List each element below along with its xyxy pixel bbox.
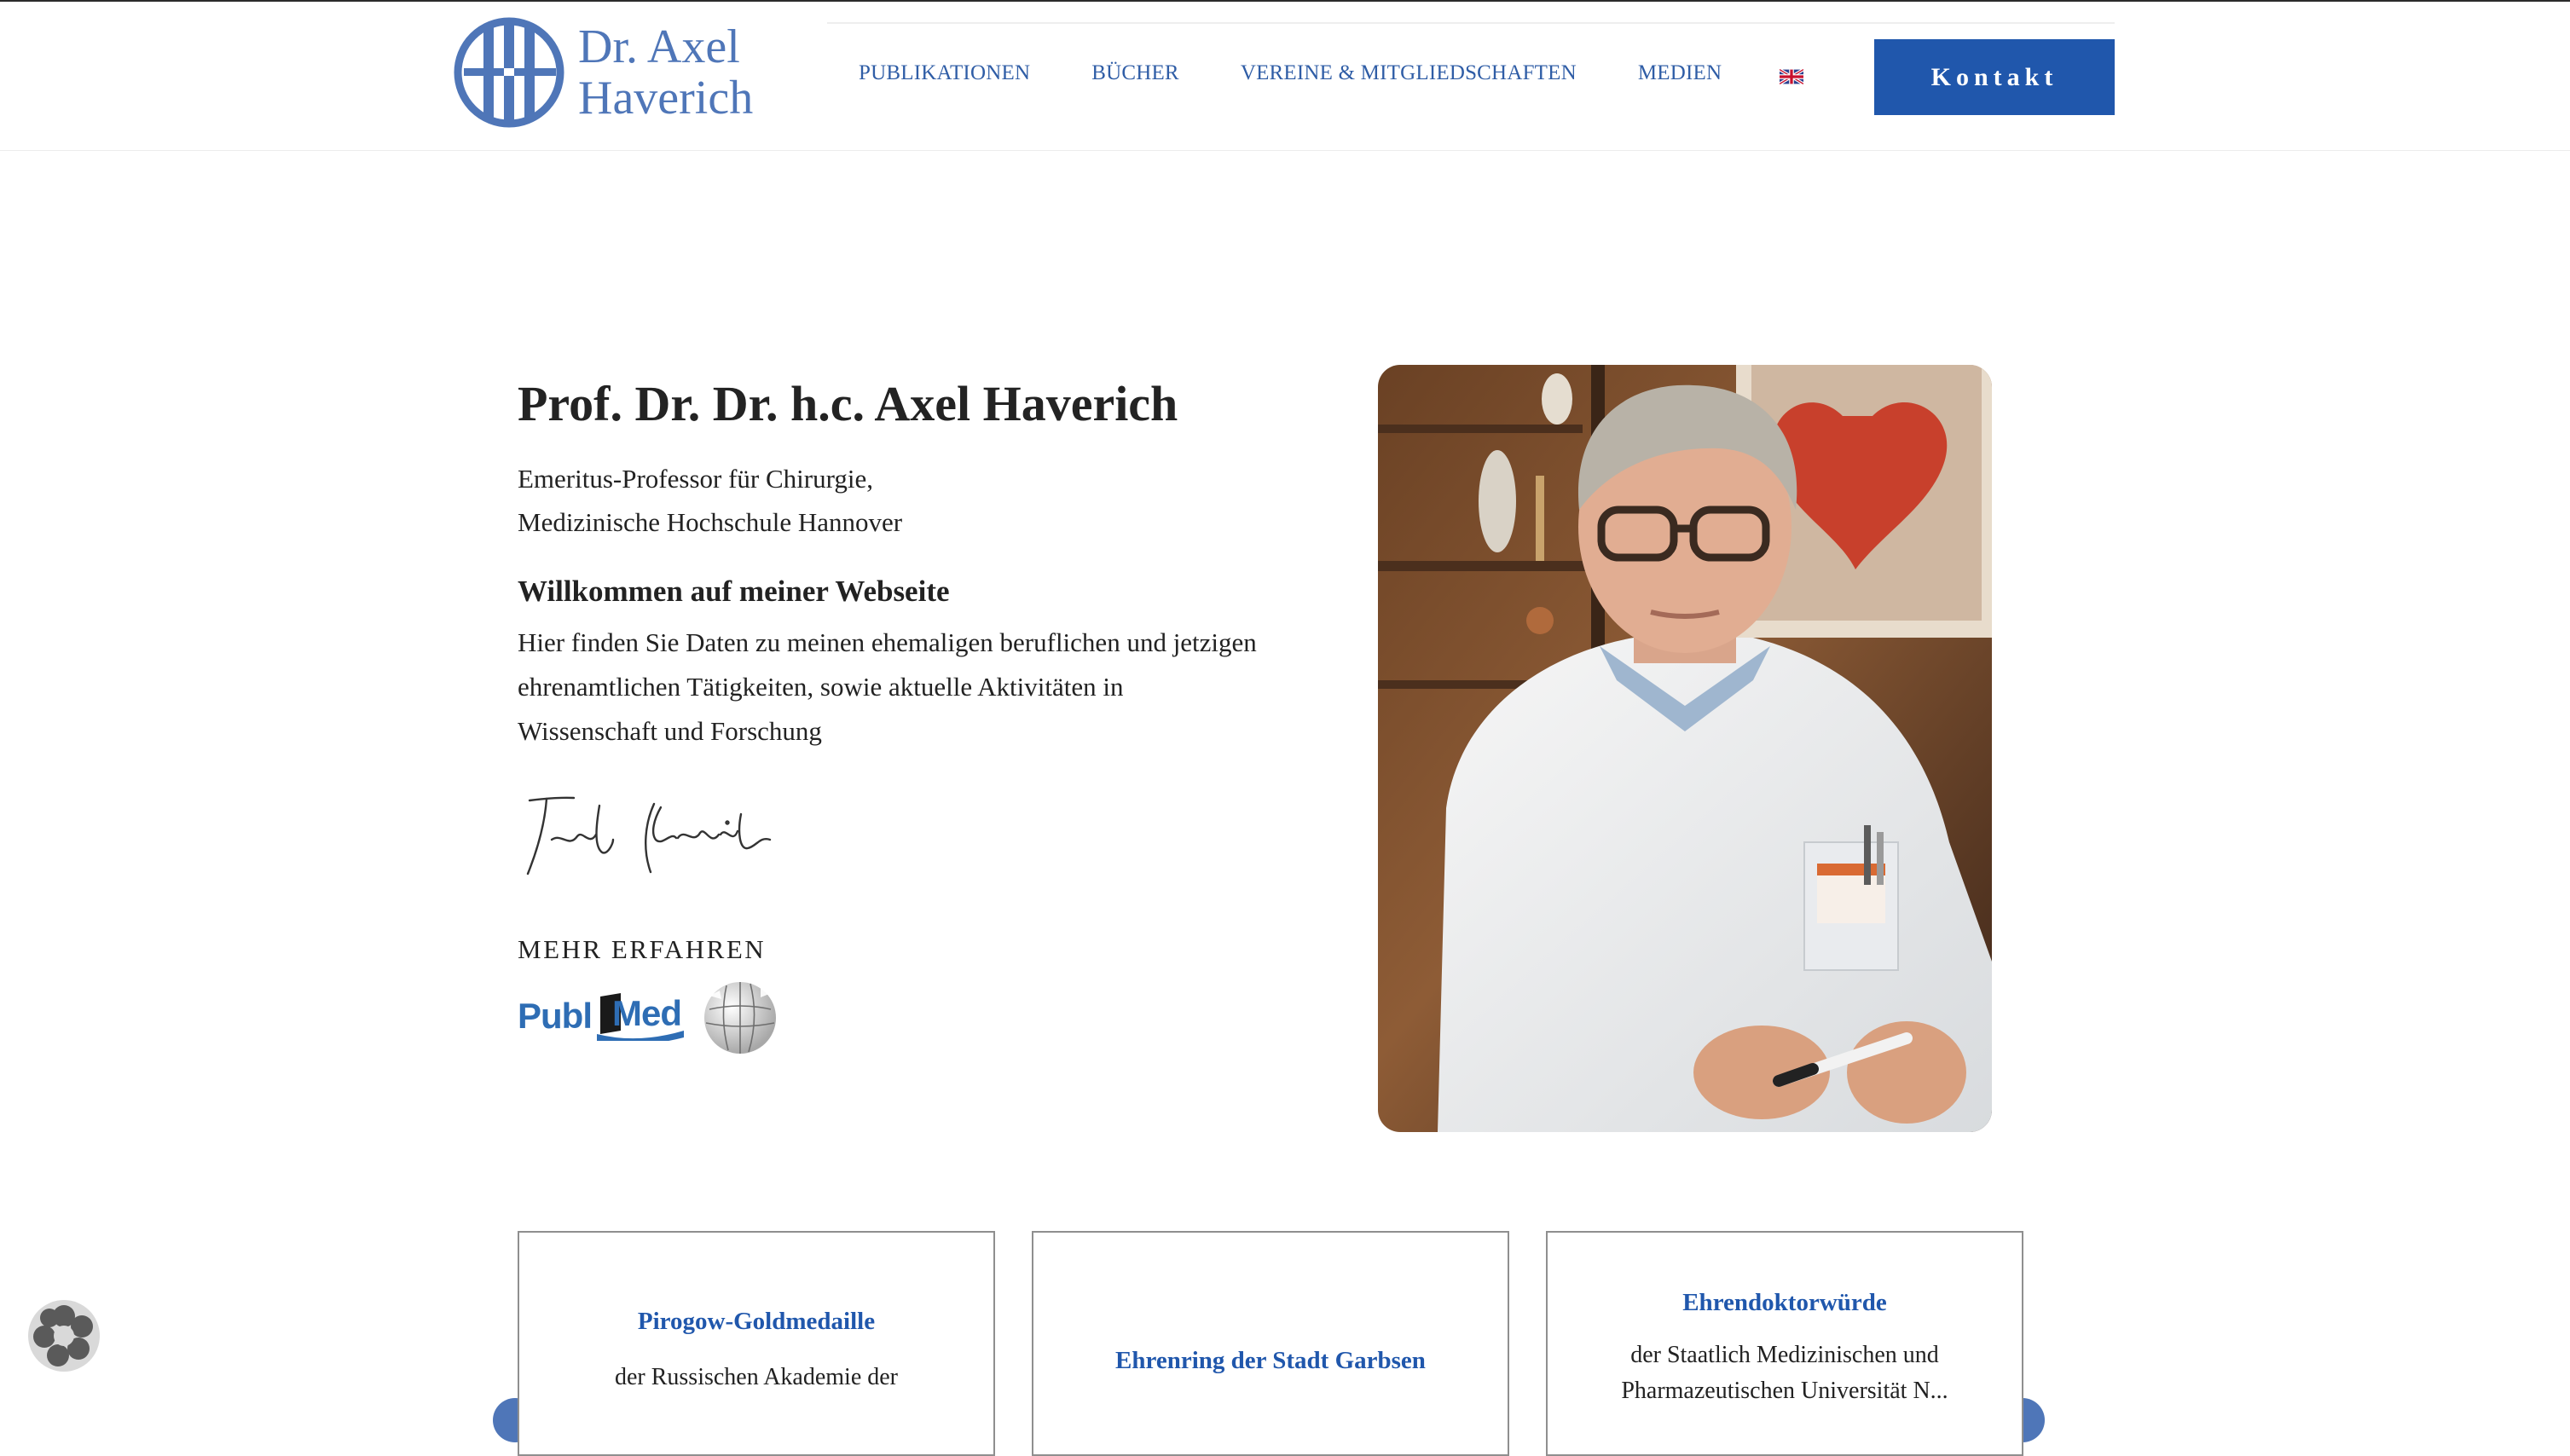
award-card-text: der Staatlich Medizinischen und Pharmazeutischen Universität N... xyxy=(1621,1342,1948,1404)
welcome-text: Hier finden Sie Daten zu meinen ehemaligen beruflichen und jetzigen ehrenamtlichen Tätigkeiten, sowie aktuelle Aktivitäten in Wissenschaft und Forschung xyxy=(518,627,1257,746)
portrait-photo xyxy=(1378,365,1992,1132)
award-card[interactable] xyxy=(1032,1231,1509,1456)
award-card-title: Ehrenring der Stadt Garbsen xyxy=(1115,1347,1426,1374)
nav-divider xyxy=(827,22,2115,24)
award-card-text: der Russischen Akademie der xyxy=(614,1364,899,1390)
pubmed-pub-text: Publ xyxy=(518,996,592,1036)
contact-button[interactable]: Kontakt xyxy=(1874,39,2115,115)
award-card-title: Pirogow-Goldmedaille xyxy=(637,1308,876,1335)
pubmed-logo-icon xyxy=(595,991,689,1041)
nav-vereine[interactable]: VEREINE & MITGLIEDSCHAFTEN xyxy=(1240,61,1577,84)
logo-text xyxy=(578,21,753,124)
main-nav xyxy=(859,61,1783,85)
nav-medien[interactable]: MEDIEN xyxy=(1637,61,1722,84)
subtitle xyxy=(518,457,902,544)
nav-buecher[interactable]: BÜCHER xyxy=(1091,61,1179,84)
logo-line-1: Dr. Axel xyxy=(578,20,740,73)
award-card[interactable] xyxy=(1546,1231,2023,1456)
page-title: Prof. Dr. Dr. h.c. Axel Haverich xyxy=(518,376,1178,431)
uk-flag-icon[interactable] xyxy=(1780,69,1803,84)
logo-line-2: Haverich xyxy=(578,72,754,124)
nav-publikationen[interactable]: PUBLIKATIONEN xyxy=(859,61,1031,84)
welcome-heading: Willkommen auf meiner Webseite xyxy=(518,575,950,608)
subtitle-line-2: Medizinische Hochschule Hannover xyxy=(518,507,903,537)
cookie-settings-icon[interactable] xyxy=(26,1297,102,1374)
signature-image xyxy=(518,789,790,882)
pubmed-link[interactable] xyxy=(518,991,689,1041)
pubmed-med-text: Med xyxy=(612,993,681,1033)
award-card[interactable] xyxy=(518,1231,995,1456)
ah-monogram-icon xyxy=(454,17,564,128)
wikipedia-globe-icon[interactable] xyxy=(701,979,779,1057)
learn-more-label: MEHR ERFAHREN xyxy=(518,934,767,964)
site-header xyxy=(0,2,2570,151)
site-logo[interactable] xyxy=(454,17,753,128)
award-card-title: Ehrendoktorwürde xyxy=(1682,1289,1887,1316)
subtitle-line-1: Emeritus-Professor für Chirurgie, xyxy=(518,464,873,494)
